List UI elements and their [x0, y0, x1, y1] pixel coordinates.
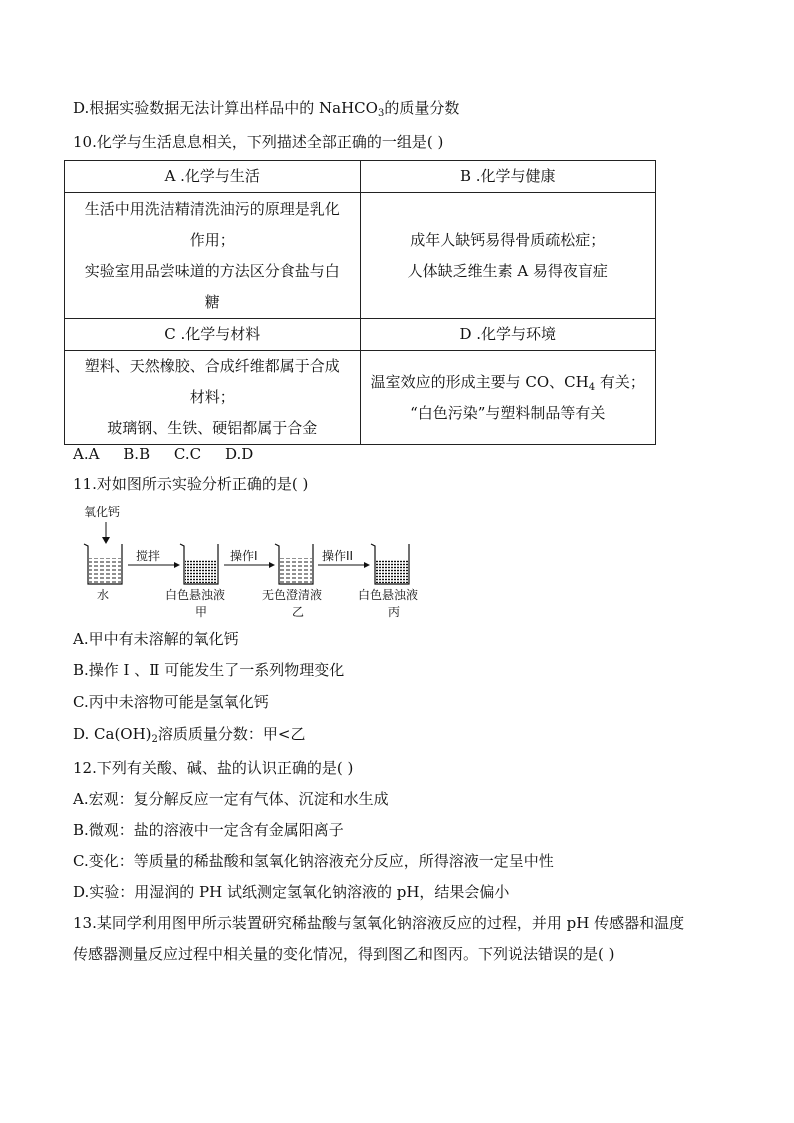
label-yi-desc: 无色澄清液: [262, 588, 323, 602]
q12-option-b: B.微观：盐的溶液中一定含有金属阳离子: [73, 821, 344, 839]
q12-option-a: A.宏观：复分解反应一定有气体、沉淀和水生成: [73, 790, 389, 808]
q12-stem: 12.下列有关酸、碱、盐的认识正确的是( ): [73, 759, 354, 777]
q9-option-d: D.根据实验数据无法计算出样品中的 NaHCO$_3$的质量分数: [73, 99, 460, 119]
beaker-jia: [180, 544, 218, 584]
cell-a-head: A .化学与生活: [65, 161, 361, 193]
q11-option-b: B.操作 Ⅰ 、Ⅱ 可能发生了一系列物理变化: [73, 661, 345, 679]
q11-option-c: C.丙中未溶物可能是氢氧化钙: [73, 693, 269, 711]
cell-a-body: 生活中用洗洁精清洗油污的原理是乳化 作用； 实验室用品尝味道的方法区分食盐与白 糖: [65, 193, 361, 319]
q10-table: [64, 160, 656, 445]
step-op1: 操作I: [230, 549, 258, 563]
step-op2: 操作II: [322, 549, 354, 563]
label-jia-desc: 白色悬浊液: [165, 588, 226, 602]
label-jia: 甲: [195, 605, 208, 619]
cell-b-head: B .化学与健康: [360, 161, 656, 193]
cell-d-head: D .化学与环境: [360, 319, 656, 351]
cell-c-body: 塑料、天然橡胶、合成纤维都属于合成 材料； 玻璃钢、生铁、硬铝都属于合金: [65, 351, 361, 445]
q11-option-d: D. $Ca(OH)_2$溶质质量分数：甲<乙: [73, 725, 306, 745]
q12-option-c: C.变化：等质量的稀盐酸和氢氧化钠溶液充分反应，所得溶液一定呈中性: [73, 852, 554, 870]
q12-option-d: D.实验：用湿润的 PH 试纸测定氢氧化钠溶液的 pH，结果会偏小: [73, 883, 510, 901]
q13-stem-line1: 13.某同学利用图甲所示装置研究稀盐酸与氢氧化钠溶液反应的过程，并用 pH 传感器和温度: [73, 914, 685, 932]
beaker-bing: [371, 544, 409, 584]
q11-stem: 11.对如图所示实验分析正确的是( ): [73, 475, 309, 493]
q11-figure: [70, 500, 430, 625]
label-bing: 丙: [388, 605, 401, 619]
q10-options: A.A B.B C.C D.D: [73, 445, 254, 463]
label-water: 水: [97, 588, 110, 602]
label-bing-desc: 白色悬浊液: [358, 588, 419, 602]
beaker-water: [84, 544, 122, 584]
beaker-yi: [275, 544, 313, 584]
reagent-label: 氧化钙: [84, 505, 121, 519]
q13-stem-line2: 传感器测量反应过程中相关量的变化情况，得到图乙和图丙。下列说法错误的是( ): [73, 945, 615, 963]
step-stir: 搅拌: [136, 549, 161, 563]
q11-option-a: A.甲中有未溶解的氧化钙: [73, 630, 239, 648]
cell-c-head: C .化学与材料: [65, 319, 361, 351]
cell-b-body: 成年人缺钙易得骨质疏松症； 人体缺乏维生素 A 易得夜盲症: [360, 193, 656, 319]
q10-stem: 10.化学与生活息息相关，下列描述全部正确的一组是( ): [73, 133, 444, 151]
cell-d-body: 温室效应的形成主要与 CO、$CH_4$ 有关； “白色污染”与塑料制品等有关: [360, 351, 656, 445]
label-yi: 乙: [292, 605, 305, 619]
